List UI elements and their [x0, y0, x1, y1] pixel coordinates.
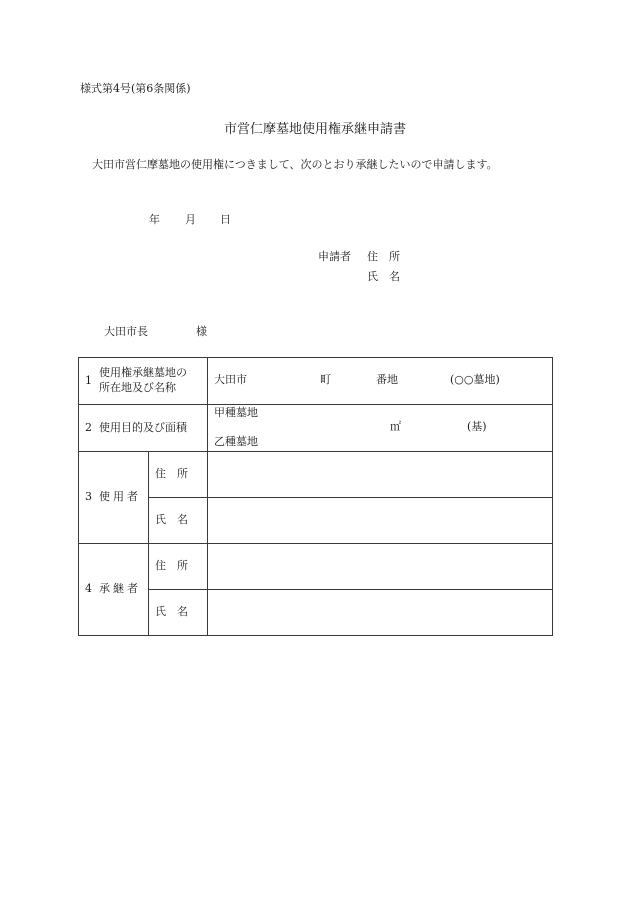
- applicant-label: 申請者: [318, 250, 351, 263]
- type-b-label: 乙種墓地: [214, 435, 258, 448]
- date-day-label: 日: [220, 213, 231, 226]
- date-year-label: 年: [149, 213, 160, 226]
- cemetery-name-label: (○○墓地): [450, 373, 500, 386]
- table-row-successor-name: [79, 590, 553, 636]
- town-label: 町: [320, 373, 331, 386]
- successor-address-field[interactable]: [208, 544, 553, 590]
- intro-text: 大田市営仁摩墓地の使用権につきまして、次のとおり承継したいので申請します。: [92, 158, 498, 171]
- document-title: 市営仁摩墓地使用権承継申請書: [223, 122, 406, 137]
- purpose-label-cell: [79, 405, 208, 452]
- successor-label-cell: [79, 544, 149, 636]
- table-row-location: [79, 358, 553, 405]
- purpose-value-cell[interactable]: [208, 405, 553, 452]
- location-label-line2: 所在地及び名称: [99, 381, 176, 394]
- location-label-line1: 使用権承継墓地の: [99, 366, 187, 380]
- count-unit-label: (基): [467, 420, 487, 433]
- applicant-address-label: 住 所: [367, 250, 400, 263]
- user-address-field[interactable]: [208, 452, 553, 498]
- purpose-label: 使用目的及び面積: [99, 420, 187, 434]
- row-number: 4: [85, 582, 92, 596]
- table-row-user-name: [79, 498, 553, 544]
- lot-label: 番地: [376, 373, 398, 386]
- location-value-cell[interactable]: [208, 358, 553, 405]
- row-number: 3: [85, 490, 92, 504]
- row-number: 1: [85, 373, 92, 387]
- location-label-cell: [79, 358, 208, 405]
- user-name-label: 氏 名: [149, 498, 208, 544]
- successor-label: 承継者: [99, 582, 141, 596]
- date-month-label: 月: [185, 213, 196, 226]
- applicant-name-label: 氏 名: [367, 270, 400, 283]
- form-number: 様式第4号(第6条関係): [80, 82, 191, 95]
- user-label-cell: [79, 452, 149, 544]
- successor-address-label: 住 所: [149, 544, 208, 590]
- area-unit-label: ㎡: [390, 420, 401, 433]
- user-address-label: 住 所: [149, 452, 208, 498]
- user-name-field[interactable]: [208, 498, 553, 544]
- table-row-user-address: [79, 452, 553, 498]
- addressee-honorific: 様: [196, 325, 207, 338]
- application-table: [78, 357, 553, 636]
- type-a-label: 甲種墓地: [214, 406, 258, 419]
- city-label: 大田市: [214, 373, 247, 386]
- table-row-purpose: [79, 405, 553, 452]
- addressee-name: 大田市長: [104, 325, 148, 338]
- table-row-successor-address: [79, 544, 553, 590]
- successor-name-label: 氏 名: [149, 590, 208, 636]
- user-label: 使用者: [99, 490, 141, 504]
- row-number: 2: [85, 420, 92, 434]
- successor-name-field[interactable]: [208, 590, 553, 636]
